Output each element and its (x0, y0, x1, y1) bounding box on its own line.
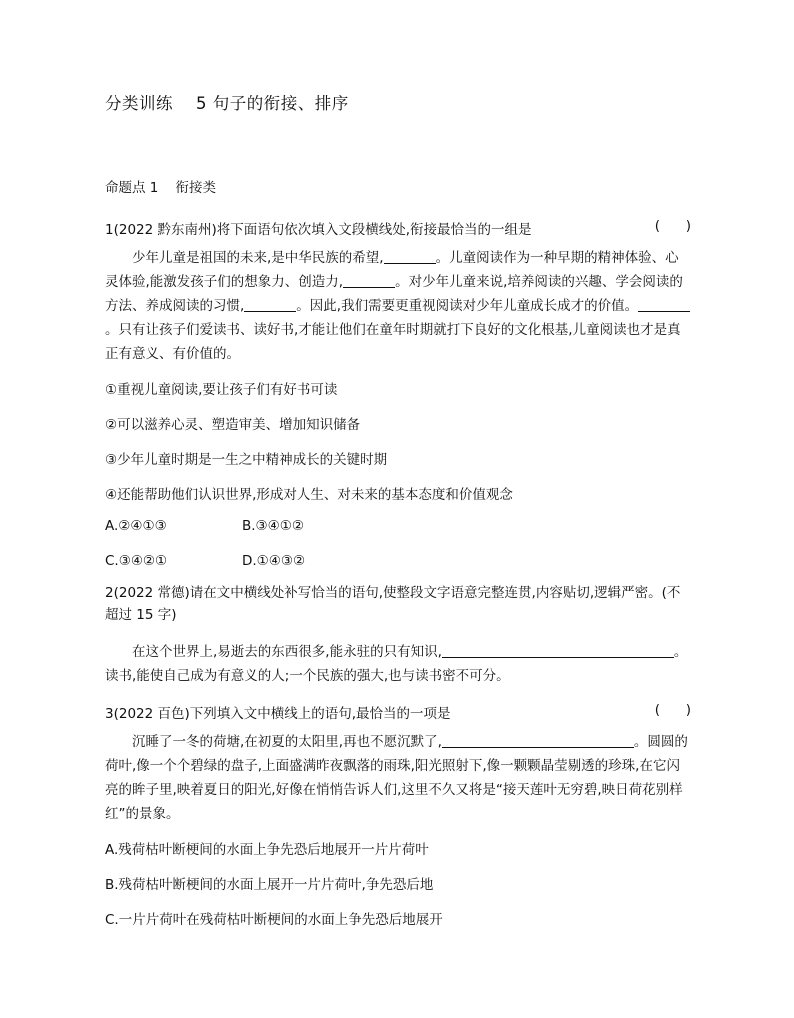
page-title: 分类训练 5 句子的衔接、排序 (105, 94, 349, 113)
q1-blank-1[interactable] (384, 249, 436, 264)
q3-option-a[interactable]: A.残荷枯叶断梗间的水面上争先恐后地展开一片片荷叶 (105, 842, 429, 858)
q1-passage: 少年儿童是祖国的未来,是中华民族的希望, 。儿童阅读作为一种早期的精神体验、心灵体验,能激发孩子们的想象力、创造力, 。对少年儿童来说,培养阅读的兴趣、学会阅读的方法、养成阅读的习惯, 。因此,我们需要更重视阅读对少年儿童成长成才的价值。。只有让孩子们爱读书、读好书,才能让他们在童年时期就打下良好的文化根基,儿童阅读也才是真正有意义、有价值的。 (105, 246, 691, 366)
q2-passage: 在这个世界上,易逝去的东西很多,能永驻的只有知识, 。读书,能使自己成为有意义的人;一个民族的强大,也与读书密不可分。 (105, 644, 688, 684)
q1-answer-paren: ( ) (654, 218, 691, 234)
q1-option-a[interactable]: A.②④①③ (105, 518, 167, 534)
q1-blank-4[interactable] (638, 297, 690, 312)
q1-item-2: ②可以滋养心灵、塑造审美、增加知识储备 (105, 417, 361, 433)
q1-item-4: ④还能帮助他们认识世界,形成对人生、对未来的基本态度和价值观念 (105, 487, 513, 503)
q1-blank-2[interactable] (343, 273, 395, 288)
q2-blank[interactable] (442, 643, 674, 658)
q1-blank-3[interactable] (244, 297, 296, 312)
q1-option-c[interactable]: C.③④②① (105, 553, 168, 569)
section-heading: 命题点 1 衔接类 (105, 180, 217, 196)
q1-stem: 1(2022 黔东南州)将下面语句依次填入文段横线处,衔接最恰当的一组是 (105, 222, 532, 238)
q3-blank[interactable] (442, 733, 634, 748)
q3-passage: 沉睡了一冬的荷塘,在初夏的太阳里,再也不愿沉默了, 。圆圆的荷叶,像一个个碧绿的盘子,上面盛满昨夜飘落的雨珠,阳光照射下,像一颗颗晶莹剔透的珍珠,在它闪亮的眸子里,映着夏日的阳光,好像在悄悄告诉人们,这里不久又将是“接天莲叶无穷碧,映日荷花别样红”的景象。 (105, 734, 688, 822)
q2-stem: 2(2022 常德)请在文中横线处补写恰当的语句,使整段文字语意完整连贯,内容贴切,逻辑严密。(不超过 15 字) (105, 585, 681, 623)
q3-stem: 3(2022 百色)下列填入文中横线上的语句,最恰当的一项是 (105, 706, 451, 722)
q1-option-d[interactable]: D.①④③② (242, 553, 306, 569)
q3-option-c[interactable]: C.一片片荷叶在残荷枯叶断梗间的水面上争先恐后地展开 (105, 912, 443, 928)
q1-option-b[interactable]: B.③④①② (242, 518, 304, 534)
q1-item-1: ①重视儿童阅读,要让孩子们有好书可读 (105, 382, 338, 398)
q1-item-3: ③少年儿童时期是一生之中精神成长的关键时期 (105, 452, 388, 468)
q3-answer-paren: ( ) (654, 702, 691, 718)
q3-option-b[interactable]: B.残荷枯叶断梗间的水面上展开一片片荷叶,争先恐后地 (105, 877, 434, 893)
